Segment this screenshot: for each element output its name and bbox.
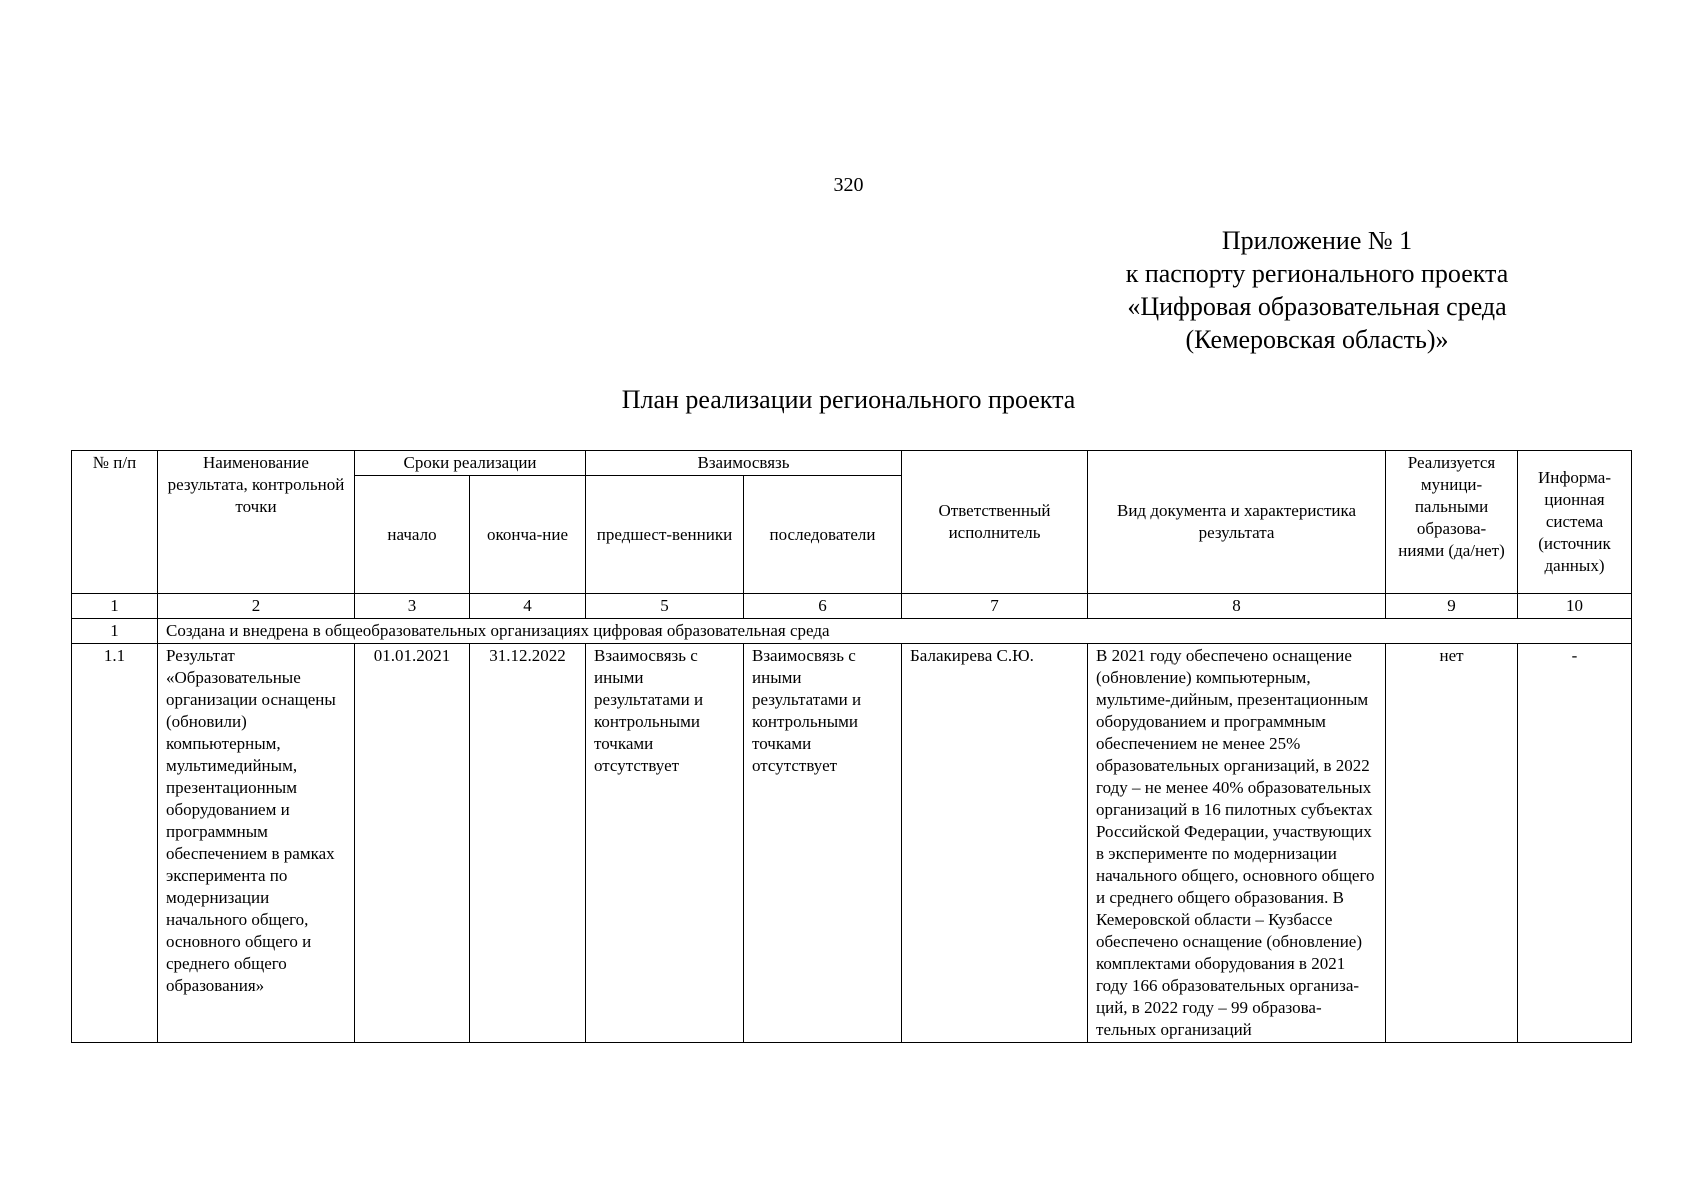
header-end: оконча-ние: [470, 476, 586, 594]
header-document: Вид документа и характеристика результата: [1088, 451, 1386, 594]
appendix-line-4: (Кемеровская область)»: [1185, 325, 1449, 354]
column-number: 2: [158, 594, 355, 619]
column-numbers-row: [72, 594, 1632, 619]
header-responsible: Ответственный исполнитель: [902, 451, 1088, 594]
row-municipal: нет: [1386, 644, 1518, 1043]
column-number: 5: [586, 594, 744, 619]
header-predecessors: предшест-венники: [586, 476, 744, 594]
header-info-system: Информа-ционная система (источник данных): [1518, 451, 1632, 594]
header-row-top: [72, 451, 1632, 476]
row-successors: Взаимосвязь с иными результатами и контрольными точками отсутствует: [744, 644, 902, 1043]
column-number: 3: [355, 594, 470, 619]
header-relation: Взаимосвязь: [586, 451, 902, 476]
row-num: 1.1: [72, 644, 158, 1043]
plan-title: План реализации регионального проекта: [621, 385, 1076, 414]
header-name: Наименование результата, контрольной точки: [158, 451, 355, 594]
column-number: 7: [902, 594, 1088, 619]
page-number: 320: [833, 174, 864, 196]
plan-table: [71, 450, 1632, 1043]
column-number: 8: [1088, 594, 1386, 619]
section-title: Создана и внедрена в общеобразовательных организациях цифровая образовательная среда: [158, 619, 1632, 644]
appendix-heading: [1037, 224, 1597, 356]
row-name: Результат «Образовательные организации оснащены (обновили) компьютерным, мультимедийным, презентационным оборудованием и программным обеспечением в рамках эксперимента по модернизации начального общего, основного общего и среднего общего образования»: [158, 644, 355, 1043]
row-document: В 2021 году обеспечено оснащение (обновление) компьютерным, мультиме-дийным, презентационным оборудованием и программным обеспечением не менее 25% образовательных организаций, в 2022 году – не менее 40% образовательных организаций в 16 пилотных субъектах Российской Федерации, участвующих в эксперименте по модернизации начального общего, основного общего и среднего общего образования. В Кемеровской области – Кузбассе обеспечено оснащение (обновление) комплектами оборудования в 2021 году 166 образовательных организа-ций, в 2022 году – 99 образова-тельных организаций: [1088, 644, 1386, 1043]
section-num: 1: [72, 619, 158, 644]
appendix-line-3: «Цифровая образовательная среда: [1127, 292, 1507, 321]
column-number: 10: [1518, 594, 1632, 619]
column-number: 6: [744, 594, 902, 619]
appendix-line-2: к паспорту регионального проекта: [1125, 259, 1509, 288]
column-number: 9: [1386, 594, 1518, 619]
row-start: 01.01.2021: [355, 644, 470, 1043]
column-number: 1: [72, 594, 158, 619]
section-row: [72, 619, 1632, 644]
row-info-system: -: [1518, 644, 1632, 1043]
appendix-line-1: Приложение № 1: [1221, 226, 1413, 255]
column-number: 4: [470, 594, 586, 619]
table-row: [72, 644, 1632, 1043]
row-predecessors: Взаимосвязь с иными результатами и контрольными точками отсутствует: [586, 644, 744, 1043]
header-start: начало: [355, 476, 470, 594]
header-successors: последователи: [744, 476, 902, 594]
header-num: № п/п: [72, 451, 158, 594]
header-municipal: Реализуется муници-пальными образова-ниями (да/нет): [1386, 451, 1518, 594]
row-end: 31.12.2022: [470, 644, 586, 1043]
header-terms: Сроки реализации: [355, 451, 586, 476]
row-responsible: Балакирева С.Ю.: [902, 644, 1088, 1043]
